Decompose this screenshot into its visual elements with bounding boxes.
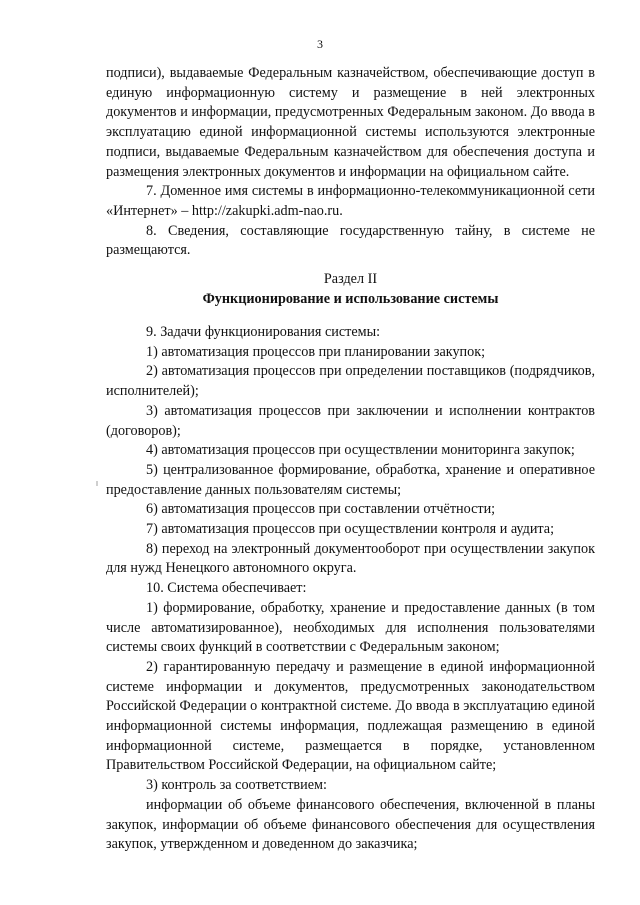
section-title: Функционирование и использование системы bbox=[202, 290, 499, 307]
scan-mark bbox=[96, 481, 98, 486]
list-item: 4) автоматизация процессов при осуществлении мониторинга закупок; bbox=[146, 442, 575, 459]
list-item: 5) централизованное формирование, обработка, хранение и оперативное предоставление данных пользователям системы; bbox=[106, 461, 595, 498]
list-item: 2) автоматизация процессов при определении поставщиков (подрядчиков, исполнителей); bbox=[106, 363, 595, 400]
list-item: 3) контроль за соответствием: bbox=[146, 777, 327, 794]
list-item: 3) автоматизация процессов при заключении и исполнении контрактов (договоров); bbox=[106, 402, 595, 439]
page-number: 3 bbox=[317, 37, 323, 51]
list-item: 7) автоматизация процессов при осуществлении контроля и аудита; bbox=[146, 521, 555, 538]
list-item: 2) гарантированную передачу и размещение в единой информационной системе информации и документов, предусмотренных законодательством Российской Федерации о контрактной системе. До ввода в эксплуатацию единой информационной системы информация, подлежащая размещению в единой информационной системе, размещается в порядке, установленном Правительством Российской Федерации, на официальном сайте; bbox=[106, 658, 595, 774]
section-heading bbox=[106, 270, 595, 309]
paragraph-9: 9. Задачи функционирования системы: bbox=[146, 324, 381, 340]
main-text-block bbox=[106, 323, 595, 855]
list-item: 6) автоматизация процессов при составлении отчётности; bbox=[146, 501, 496, 518]
list-item: 8) переход на электронный документооборот при осуществлении закупок для нужд Ненецкого автономного округа. bbox=[106, 540, 595, 577]
list-item: 1) формирование, обработку, хранение и предоставление данных (в том числе автоматизированное), необходимых для исполнения пользователями системы своих функций в соответствии с Федеральным законом; bbox=[106, 599, 595, 656]
paragraph-8: 8. Сведения, составляющие государственную тайну, в системе не размещаются. bbox=[106, 222, 595, 259]
list-item: информации об объеме финансового обеспечения, включенной в планы закупок, информации об объеме финансового обеспечения для осуществления закупок, утвержденном и доведенном до заказчика; bbox=[106, 796, 595, 853]
list-item: 1) автоматизация процессов при планировании закупок; bbox=[146, 343, 486, 360]
section-label: Раздел II bbox=[323, 271, 378, 287]
top-text-block bbox=[106, 64, 595, 261]
paragraph-10: 10. Система обеспечивает: bbox=[146, 580, 307, 597]
paragraph-continuation: подписи), выдаваемые Федеральным казначейством, обеспечивающие доступ в единую информационную систему и размещение в ней электронных документов и информации, предусмотренных Федеральным законом. До ввода в эксплуатацию единой информационной системы используются электронные подписи, выдаваемые Федеральным казначейством для обеспечения доступа и размещения электронных документов и информации на официальном сайте. bbox=[106, 65, 595, 180]
paragraph-7: 7. Доменное имя системы в информационно-телекоммуникационной сети «Интернет» – http://zakupki.adm-nao.ru. bbox=[106, 183, 595, 219]
